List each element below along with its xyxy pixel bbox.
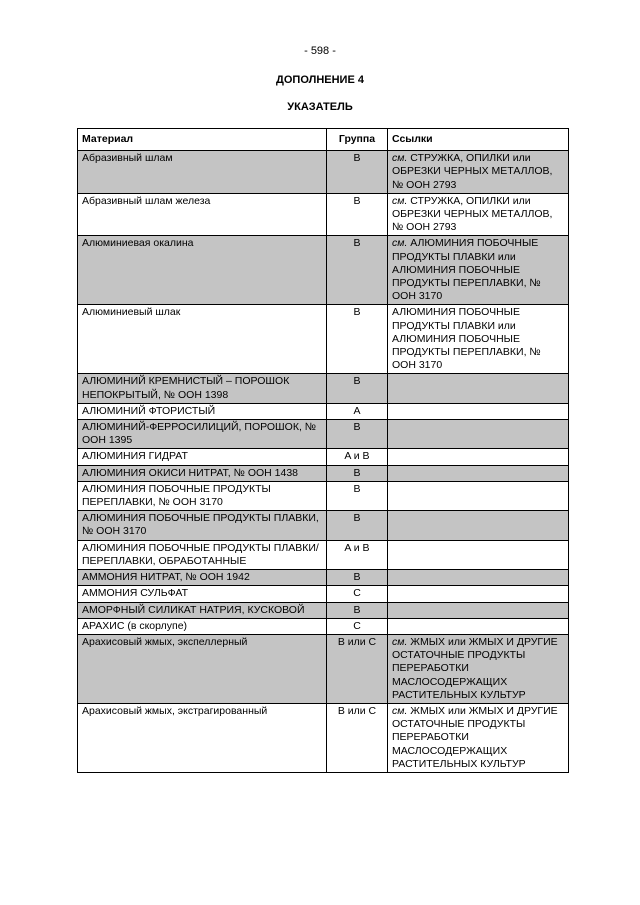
table-row (78, 151, 569, 194)
material-cell: Алюминиевый шлак (78, 305, 327, 374)
group-cell: B или C (327, 634, 388, 703)
material-cell: АРАХИС (в скорлупе) (78, 618, 327, 634)
header-references: Ссылки (388, 129, 569, 151)
reference-text: СТРУЖКА, ОПИЛКИ или ОБРЕЗКИ ЧЕРНЫХ МЕТАЛЛОВ, № ООН 2793 (392, 194, 553, 234)
section-subtitle: УКАЗАТЕЛЬ (287, 101, 353, 113)
table-row (78, 540, 569, 569)
material-cell: АЛЮМИНИЙ-ФЕРРОСИЛИЦИЙ, ПОРОШОК, № ООН 1395 (78, 420, 327, 449)
group-cell: B или C (327, 703, 388, 772)
references-cell (388, 374, 569, 403)
group-cell: A и B (327, 449, 388, 465)
references-cell (388, 403, 569, 419)
header-group: Группа (327, 129, 388, 151)
material-cell: АЛЮМИНИЯ ГИДРАТ (78, 449, 327, 465)
table-row (78, 481, 569, 510)
reference-text: ЖМЫХ или ЖМЫХ И ДРУГИЕ ОСТАТОЧНЫЕ ПРОДУКТЫ ПЕРЕРАБОТКИ МАСЛОСОДЕРЖАЩИХ РАСТИТЕЛЬНЫХ КУЛЬТУР (392, 704, 558, 770)
material-cell: АЛЮМИНИЯ ПОБОЧНЫЕ ПРОДУКТЫ ПЛАВКИ, № ООН 3170 (78, 511, 327, 540)
table-row (78, 420, 569, 449)
see-label: см. (392, 152, 408, 165)
table-row (78, 403, 569, 419)
group-cell: B (327, 305, 388, 374)
references-cell (388, 618, 569, 634)
material-cell: Алюминиевая окалина (78, 236, 327, 305)
table-header-row (78, 129, 569, 151)
group-cell: A и B (327, 540, 388, 569)
material-cell: АЛЮМИНИЯ ПОБОЧНЫЕ ПРОДУКТЫ ПЕРЕПЛАВКИ, № ООН 3170 (78, 481, 327, 510)
references-cell (388, 193, 569, 236)
table-row (78, 465, 569, 481)
reference-text: АЛЮМИНИЯ ПОБОЧНЫЕ ПРОДУКТЫ ПЛАВКИ или АЛЮМИНИЯ ПОБОЧНЫЕ ПРОДУКТЫ ПЕРЕПЛАВКИ, № ООН 3170 (392, 306, 541, 372)
material-cell: АЛЮМИНИЙ ФТОРИСТЫЙ (78, 403, 327, 419)
group-cell: B (327, 511, 388, 540)
references-cell (388, 511, 569, 540)
group-cell: B (327, 236, 388, 305)
group-cell: B (327, 151, 388, 194)
references-cell (388, 420, 569, 449)
group-cell: B (327, 374, 388, 403)
material-cell: АММОНИЯ СУЛЬФАТ (78, 586, 327, 602)
page-number: - 598 - (304, 45, 336, 57)
table-row (78, 570, 569, 586)
group-cell: B (327, 570, 388, 586)
references-cell (388, 703, 569, 772)
group-cell: C (327, 586, 388, 602)
table-body (78, 151, 569, 773)
references-cell (388, 634, 569, 703)
table-row (78, 618, 569, 634)
table-row (78, 193, 569, 236)
material-cell: Арахисовый жмых, экспеллерный (78, 634, 327, 703)
reference-text: СТРУЖКА, ОПИЛКИ или ОБРЕЗКИ ЧЕРНЫХ МЕТАЛЛОВ, № ООН 2793 (392, 152, 553, 191)
header-material: Материал (78, 129, 327, 151)
table-row (78, 602, 569, 618)
group-cell: A (327, 403, 388, 419)
see-label: см. (392, 704, 408, 717)
group-cell: B (327, 481, 388, 510)
material-cell: АЛЮМИНИЯ ПОБОЧНЫЕ ПРОДУКТЫ ПЛАВКИ/ПЕРЕПЛАВКИ, ОБРАБОТАННЫЕ (78, 540, 327, 569)
see-label: см. (392, 635, 408, 648)
references-cell (388, 236, 569, 305)
material-cell: АЛЮМИНИЙ КРЕМНИСТЫЙ – ПОРОШОК НЕПОКРЫТЫЙ, № ООН 1398 (78, 374, 327, 403)
material-cell: АММОНИЯ НИТРАТ, № ООН 1942 (78, 570, 327, 586)
material-cell: Абразивный шлам (78, 151, 327, 194)
group-cell: B (327, 420, 388, 449)
section-title: ДОПОЛНЕНИЕ 4 (276, 74, 364, 86)
table-row (78, 634, 569, 703)
references-cell (388, 602, 569, 618)
table-row (78, 511, 569, 540)
references-cell (388, 465, 569, 481)
see-label: см. (392, 194, 408, 207)
group-cell: B (327, 465, 388, 481)
material-cell: Абразивный шлам железа (78, 193, 327, 236)
references-cell (388, 586, 569, 602)
references-cell (388, 151, 569, 194)
references-cell (388, 305, 569, 374)
group-cell: B (327, 193, 388, 236)
table-row (78, 374, 569, 403)
index-table (77, 128, 569, 773)
references-cell (388, 481, 569, 510)
group-cell: C (327, 618, 388, 634)
material-cell: АЛЮМИНИЯ ОКИСИ НИТРАТ, № ООН 1438 (78, 465, 327, 481)
references-cell (388, 570, 569, 586)
references-cell (388, 449, 569, 465)
table-row (78, 305, 569, 374)
see-label: см. (392, 237, 408, 250)
reference-text: ЖМЫХ или ЖМЫХ И ДРУГИЕ ОСТАТОЧНЫЕ ПРОДУКТЫ ПЕРЕРАБОТКИ МАСЛОСОДЕРЖАЩИХ РАСТИТЕЛЬНЫХ КУЛЬТУР (392, 635, 558, 701)
material-cell: АМОРФНЫЙ СИЛИКАТ НАТРИЯ, КУСКОВОЙ (78, 602, 327, 618)
table-row (78, 236, 569, 305)
references-cell (388, 540, 569, 569)
material-cell: Арахисовый жмых, экстрагированный (78, 703, 327, 772)
table-row (78, 586, 569, 602)
table-row (78, 449, 569, 465)
table-row (78, 703, 569, 772)
group-cell: B (327, 602, 388, 618)
reference-text: АЛЮМИНИЯ ПОБОЧНЫЕ ПРОДУКТЫ ПЛАВКИ или АЛЮМИНИЯ ПОБОЧНЫЕ ПРОДУКТЫ ПЕРЕПЛАВКИ, № ООН 3170 (392, 237, 541, 303)
